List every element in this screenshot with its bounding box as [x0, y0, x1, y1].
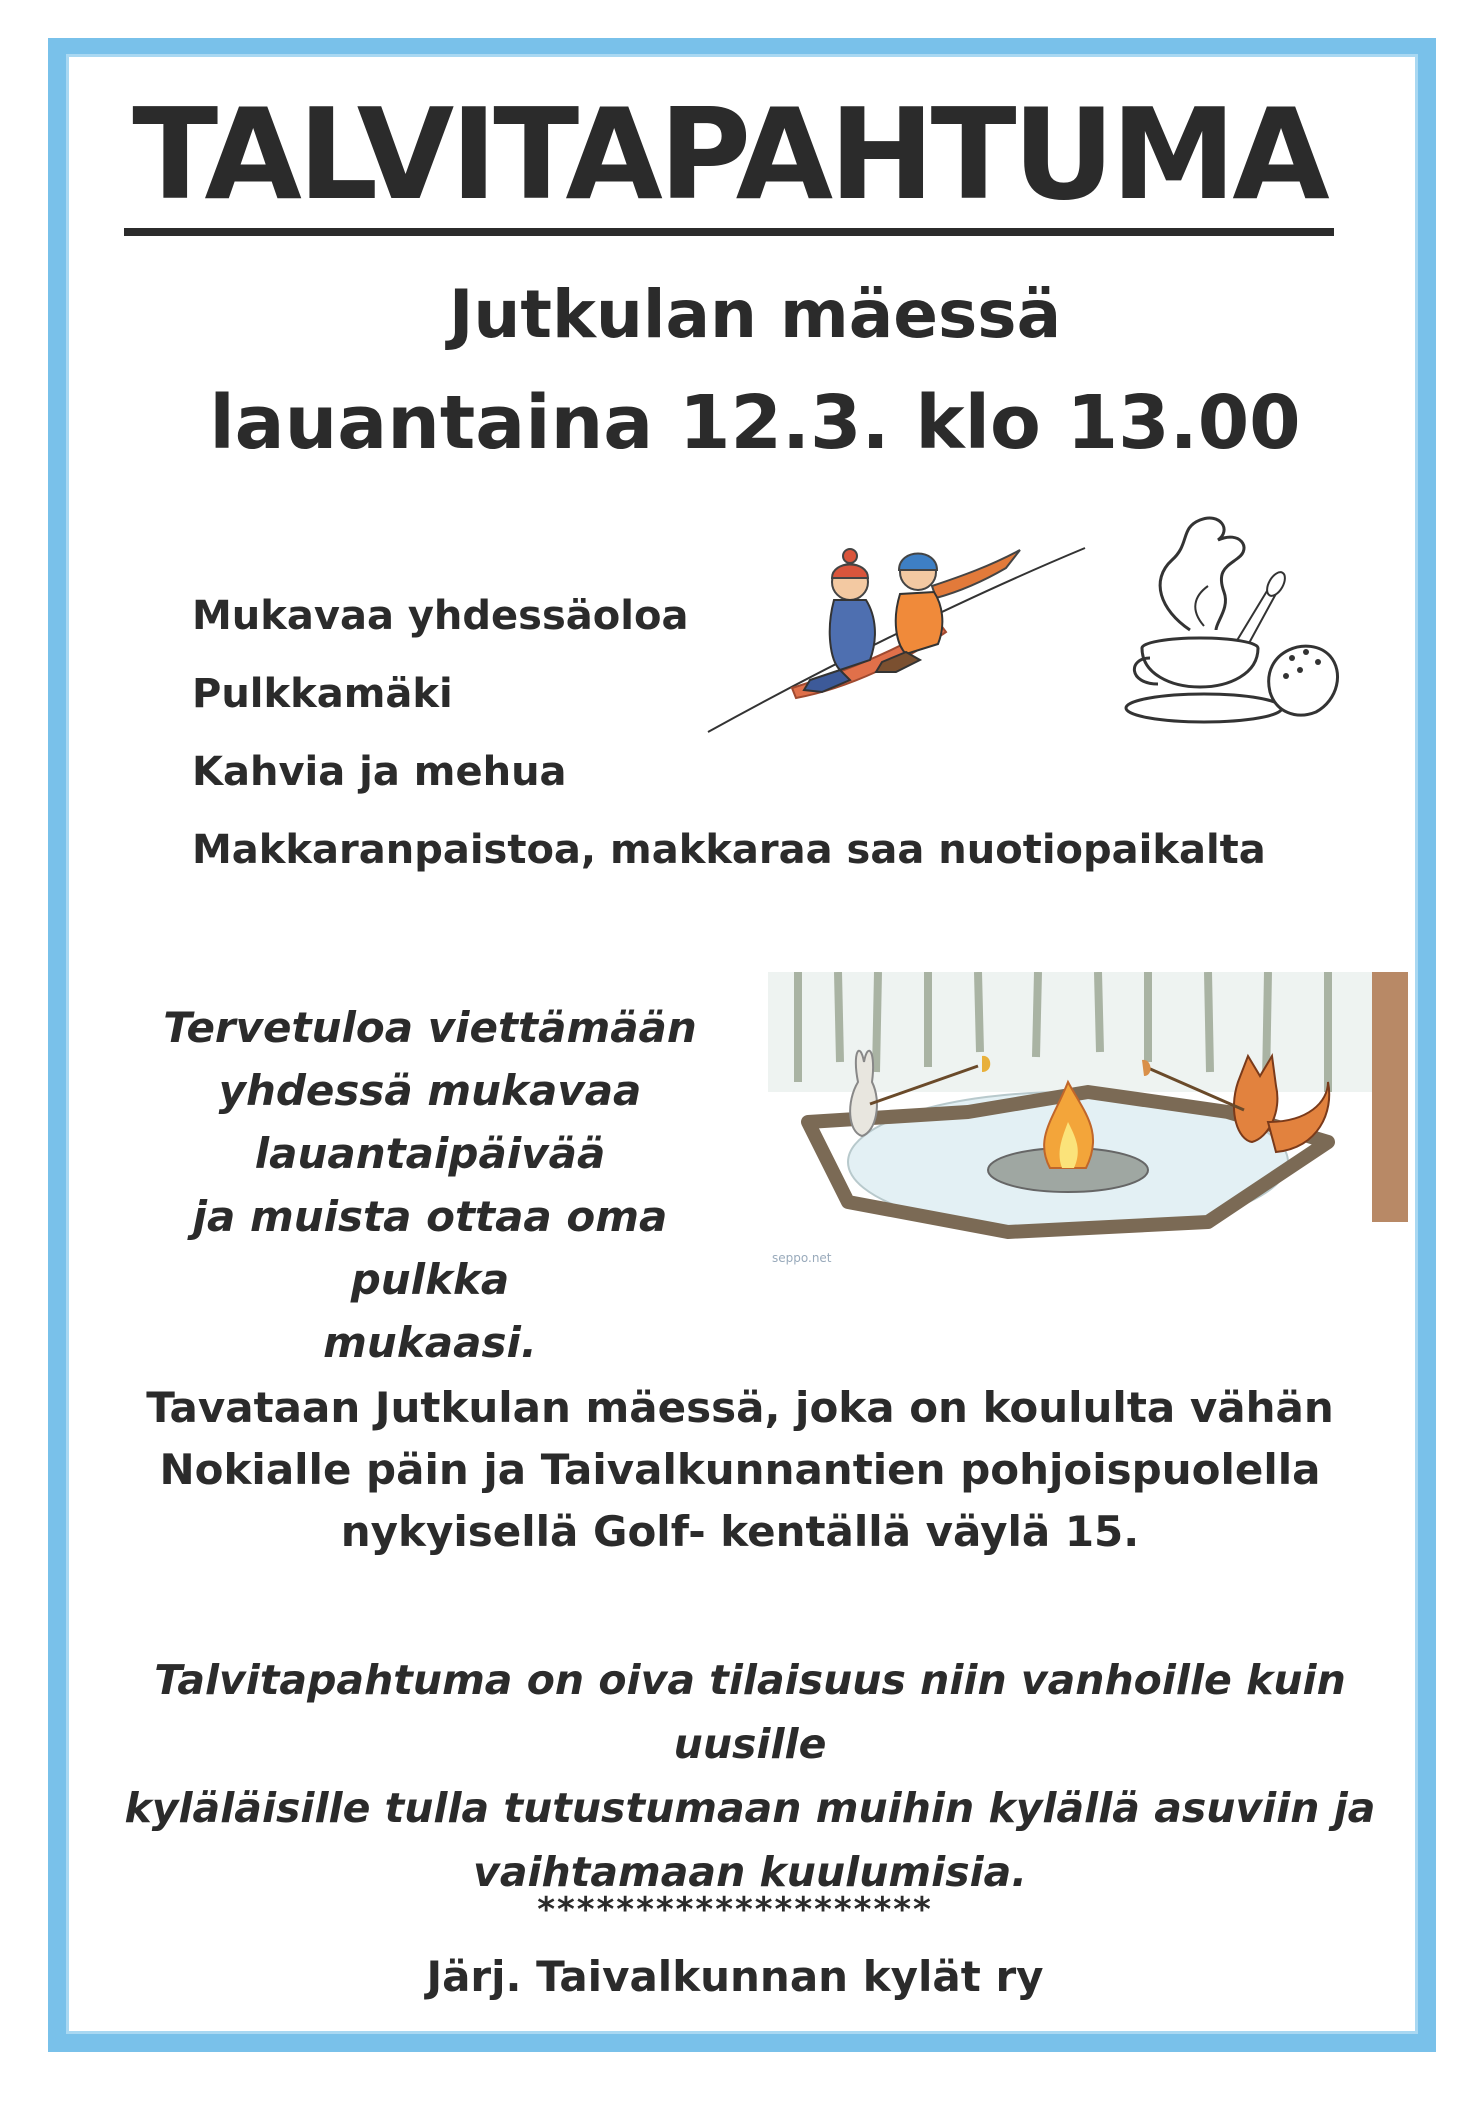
welcome-line: Tervetuloa viettämään: [163, 1003, 697, 1052]
welcome-line: mukaasi.: [323, 1318, 537, 1367]
coffee-cup-illustration: [1120, 500, 1360, 745]
activity-item: Mukavaa yhdessäoloa: [192, 593, 689, 639]
poster-title: TALVITAPAHTUMA: [132, 81, 1326, 228]
title-underline: [124, 228, 1334, 236]
welcome-line: ja muista ottaa oma pulkka: [192, 1192, 668, 1304]
directions-line: Tavataan Jutkulan mäessä, joka on koululta vähän: [146, 1383, 1334, 1432]
activity-item: Makkaranpaistoa, makkaraa saa nuotiopaikalta: [192, 827, 1266, 873]
directions-line: Nokialle päin ja Taivalkunnantien pohjoispuolella: [159, 1445, 1321, 1494]
organizer: Järj. Taivalkunnan kylät ry: [426, 1952, 1044, 2001]
location-line: Jutkulan mäessä: [448, 276, 1062, 353]
closing-line: vaihtamaan kuulumisia.: [473, 1848, 1027, 1896]
closing-line: Talvitapahtuma on oiva tilaisuus niin vanhoille kuin uusille: [154, 1656, 1346, 1768]
directions-line: nykyisellä Golf- kentällä väylä 15.: [340, 1507, 1140, 1556]
welcome-line: lauantaipäivää: [254, 1129, 606, 1178]
closing-text: [100, 1648, 1400, 1904]
image-credit: seppo.net: [772, 1251, 832, 1265]
datetime-line: lauantaina 12.3. klo 13.00: [209, 380, 1301, 466]
directions-text: [140, 1377, 1340, 1563]
welcome-message: [120, 996, 740, 1374]
closing-line: kyläläisille tulla tutustumaan muihin kylällä asuviin ja: [124, 1784, 1376, 1832]
campfire-fox-illustration: [768, 972, 1408, 1272]
sled-children-illustration: [700, 520, 1100, 750]
welcome-line: yhdessä mukavaa: [218, 1066, 642, 1115]
separator-stars: ********************: [537, 1890, 933, 1930]
activity-item: Kahvia ja mehua: [192, 749, 567, 795]
activity-item: Pulkkamäki: [192, 671, 453, 717]
